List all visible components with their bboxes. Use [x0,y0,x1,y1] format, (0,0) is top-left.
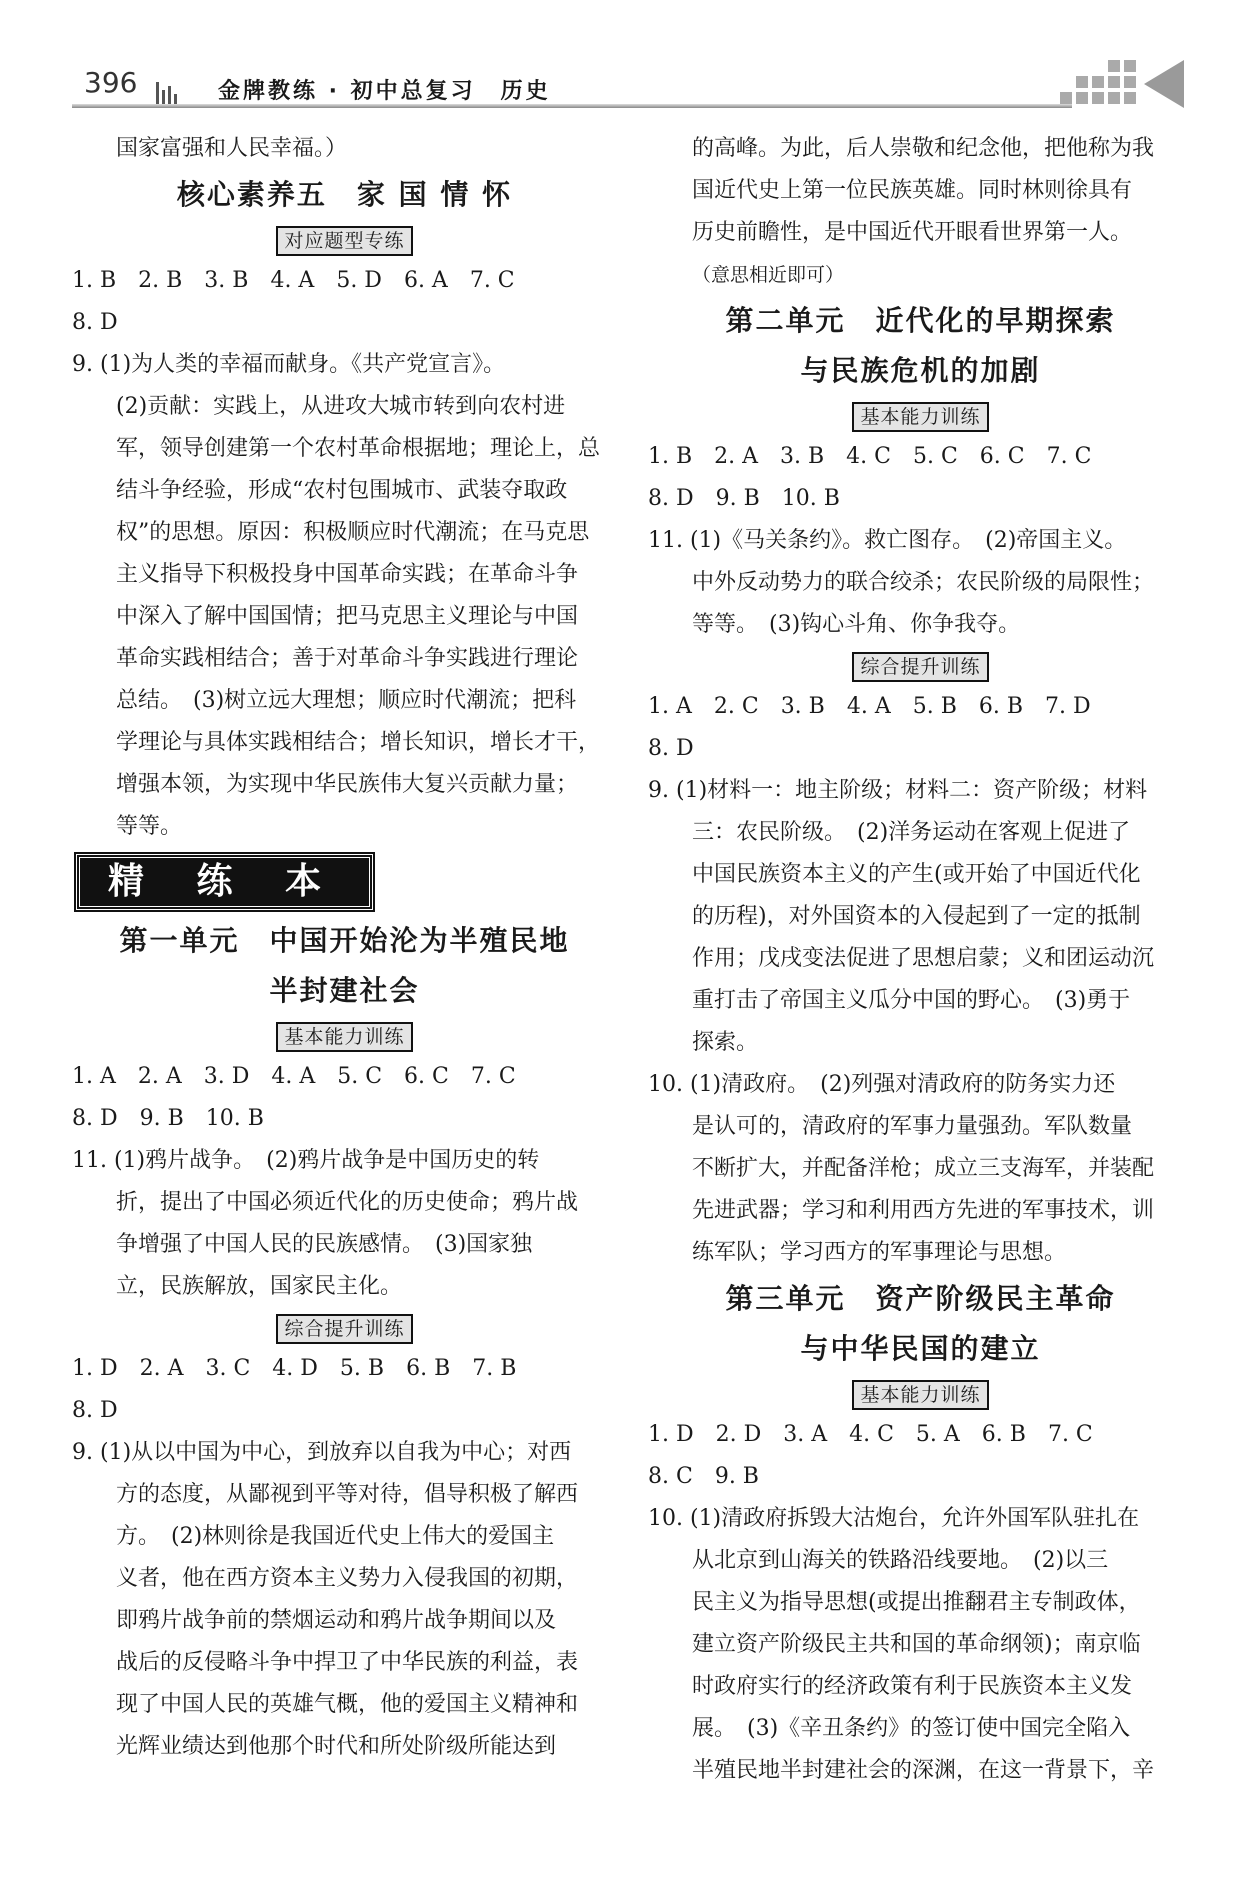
answer-line: 重打击了帝国主义瓜分中国的野心。 (3)勇于 [692,988,1131,1013]
section-label: 基本能力训练 [276,1022,412,1052]
answer-line: 革命实践相结合；善于对革命斗争实践进行理论 [116,646,579,671]
answer-line: (2)贡献：实践上，从进攻大城市转到向农村进 [116,394,566,419]
answer-line: 学理论与具体实践相结合；增长知识，增长才干， [116,730,601,755]
left-column [72,128,617,1768]
answer-line: 9. (1)为人类的幸福而献身。《共产党宣言》。 [72,352,506,377]
answer-line: 8. D 9. B 10. B [648,486,840,511]
bars-decoration-icon [156,82,180,104]
answer-line: 即鸦片战争前的禁烟运动和鸦片战争期间以及 [116,1608,557,1633]
section-label: 对应题型专练 [276,226,412,256]
answer-line: 9. (1)材料一：地主阶级；材料二：资产阶级；材料 [648,778,1148,803]
answer-line: 主义指导下积极投身中国革命实践；在革命斗争 [116,562,579,587]
answer-line: 折，提出了中国必须近代化的历史使命；鸦片战 [116,1190,579,1215]
answer-line: 作用；戊戌变法促进了思想启蒙；义和团运动沉 [692,946,1155,971]
section-label: 综合提升训练 [276,1314,412,1344]
answer-line: 争增强了中国人民的民族感情。 (3)国家独 [116,1232,533,1257]
answer-line: 方。 (2)林则徐是我国近代史上伟大的爱国主 [116,1524,555,1549]
answer-line: 国近代史上第一位民族英雄。同时林则徐具有 [692,178,1133,203]
answer-line: 1. D 2. D 3. A 4. C 5. A 6. B 7. C [648,1422,1093,1447]
answer-line: 1. D 2. A 3. C 4. D 5. B 6. B 7. B [72,1356,517,1381]
answer-line: 8. D 9. B 10. B [72,1106,264,1131]
answer-line: 的历程)，对外国资本的入侵起到了一定的抵制 [692,904,1141,929]
book-title: 金牌教练 · 初中总复习 历史 [218,79,551,104]
page-number: 396 [84,66,138,99]
answer-line: 先进武器；学习和利用西方先进的军事技术，训 [692,1198,1155,1223]
answer-line: 9. (1)从以中国为中心，到放弃以自我为中心；对西 [72,1440,572,1465]
answer-line: 从北京到山海关的铁路沿线要地。 (2)以三 [692,1548,1109,1573]
answer-line: 不断扩大，并配备洋枪；成立三支海军，并装配 [692,1156,1155,1181]
answer-line: 中外反动势力的联合绞杀；农民阶级的局限性； [692,570,1155,595]
answer-line: 8. C 9. B [648,1464,759,1489]
header-rule [72,104,1072,108]
unit-title: 与中华民国的建立 [800,1332,1041,1365]
section-label: 基本能力训练 [852,402,988,432]
book-part-banner: 精 练 本 [76,854,373,910]
answer-line: （意思相近即可） [692,264,845,286]
answer-line: 等等。 (3)钩心斗角、你争我夺。 [692,612,1021,637]
answer-line: 1. A 2. C 3. B 4. A 5. B 6. B 7. D [648,694,1091,719]
answer-line: 总结。 (3)树立远大理想；顺应时代潮流；把科 [116,688,577,713]
answer-line: 是认可的，清政府的军事力量强劲。军队数量 [692,1114,1133,1139]
answer-line: 建立资产阶级民主共和国的革命纲领)；南京临 [692,1632,1141,1657]
answer-line: 方的态度，从鄙视到平等对待，倡导积极了解西 [116,1482,579,1507]
answer-line: 历史前瞻性，是中国近代开眼看世界第一人。 [692,220,1133,245]
section-label: 基本能力训练 [852,1380,988,1410]
answer-line: 8. D [648,736,694,761]
section-label: 综合提升训练 [852,652,988,682]
answer-line: 1. A 2. A 3. D 4. A 5. C 6. C 7. C [72,1064,516,1089]
page-header [72,60,1182,116]
unit-title: 半封建社会 [269,974,420,1007]
answer-line: 的高峰。为此，后人崇敬和纪念他，把他称为我 [692,136,1155,161]
answer-line: 1. B 2. A 3. B 4. C 5. C 6. C 7. C [648,444,1092,469]
answer-line: 现了中国人民的英雄气概，他的爱国主义精神和 [116,1692,579,1717]
answer-line: 10. (1)清政府。 (2)列强对清政府的防务实力还 [648,1072,1116,1097]
answer-line: 10. (1)清政府拆毁大沽炮台，允许外国军队驻扎在 [648,1506,1140,1531]
answer-line: 立，民族解放，国家民主化。 [116,1274,403,1299]
answer-line: 展。 (3)《辛丑条约》的签订使中国完全陷入 [692,1716,1131,1741]
answer-line: 三：农民阶级。 (2)洋务运动在客观上促进了 [692,820,1131,845]
answer-line: 8. D [72,1398,118,1423]
answer-line: 光辉业绩达到他那个时代和所处阶级所能达到 [116,1734,557,1759]
answer-line: 8. D [72,310,118,335]
answer-line: 中国民族资本主义的产生(或开始了中国近代化 [692,862,1141,887]
unit-title: 第一单元 中国开始沦为半殖民地 [119,924,570,957]
answer-line: 增强本领，为实现中华民族伟大复兴贡献力量； [116,772,579,797]
answer-line: 半殖民地半封建社会的深渊，在这一背景下，辛 [692,1758,1155,1783]
answer-line: 探索。 [692,1030,759,1055]
answer-line: 11. (1)《马关条约》。救亡图存。 (2)帝国主义。 [648,528,1127,553]
answer-line: 战后的反侵略斗争中捍卫了中华民族的利益，表 [116,1650,579,1675]
answer-line: 结斗争经验，形成“农村包围城市、武装夺取政 [116,478,568,503]
answer-line: 11. (1)鸦片战争。 (2)鸦片战争是中国历史的转 [72,1148,540,1173]
unit-title: 第三单元 资产阶级民主革命 [725,1282,1116,1315]
section-title: 核心素养五 家 国 情 怀 [176,178,513,211]
answer-line: 中深入了解中国国情；把马克思主义理论与中国 [116,604,579,629]
answer-line: 义者，他在西方资本主义势力入侵我国的初期， [116,1566,579,1591]
right-column [648,128,1193,1792]
answer-line: 1. B 2. B 3. B 4. A 5. D 6. A 7. C [72,268,515,293]
answer-line: 时政府实行的经济政策有利于民族资本主义发 [692,1674,1133,1699]
answer-line: 练军队；学习西方的军事理论与思想。 [692,1240,1067,1265]
unit-title: 第二单元 近代化的早期探索 [725,304,1116,337]
unit-title: 与民族危机的加剧 [800,354,1041,387]
answer-line: 权”的思想。原因：积极顺应时代潮流；在马克思 [116,520,590,545]
text-line: 国家富强和人民幸福。） [116,136,348,161]
answer-line: 等等。 [116,814,183,839]
answer-line: 民主义为指导思想(或提出推翻君主专制政体， [692,1590,1141,1615]
answer-line: 军，领导创建第一个农村革命根据地；理论上，总 [116,436,601,461]
dots-grid-icon [1060,62,1150,108]
triangle-arrow-icon [1144,60,1184,108]
